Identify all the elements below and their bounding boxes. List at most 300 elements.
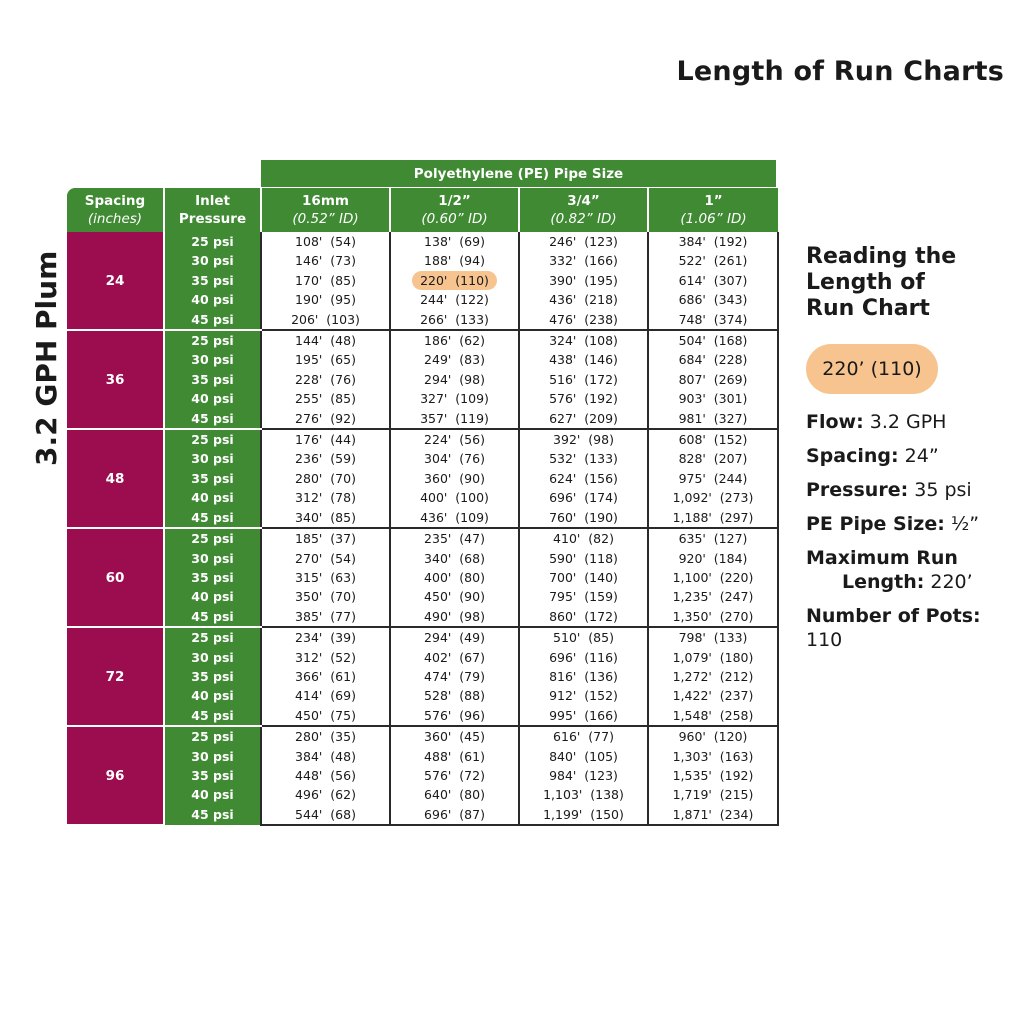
- run-length-cell: [519, 488, 648, 507]
- table-row: [67, 706, 778, 726]
- run-length-value: 436' (218): [549, 292, 618, 308]
- run-length-cell: [519, 449, 648, 468]
- spacing-cell: 72: [67, 627, 164, 726]
- run-length-value: 748' (374): [678, 311, 748, 327]
- run-length-value: 228' (76): [295, 371, 356, 387]
- run-length-value: 528' (88): [424, 688, 485, 704]
- header-row: [67, 188, 778, 232]
- run-length-value: 280' (70): [295, 470, 356, 486]
- run-length-cell: [648, 271, 778, 290]
- run-length-value: 984' (123): [549, 767, 618, 783]
- fact-flow: Flow: 3.2 GPH: [806, 411, 947, 433]
- run-length-cell: [261, 805, 390, 825]
- reading-title-line: Reading the: [806, 244, 957, 269]
- table-row: [67, 251, 778, 270]
- run-length-value: 185' (37): [295, 531, 356, 547]
- run-length-value: 510' (85): [553, 630, 614, 646]
- pressure-cell: 45 psi: [164, 508, 261, 528]
- run-length-value: 488' (61): [424, 748, 485, 764]
- run-length-value: 576' (192): [549, 391, 618, 407]
- pressure-cell: 25 psi: [164, 528, 261, 548]
- run-length-value: 635' (127): [678, 531, 748, 547]
- run-length-cell: [519, 667, 648, 686]
- run-length-cell: [519, 310, 648, 330]
- run-length-cell: [648, 251, 778, 270]
- pressure-cell: 35 psi: [164, 271, 261, 290]
- run-length-cell: [519, 549, 648, 568]
- pressure-cell: 35 psi: [164, 667, 261, 686]
- pressure-cell: 45 psi: [164, 409, 261, 429]
- run-length-cell: [519, 232, 648, 251]
- spacing-cell: 48: [67, 429, 164, 528]
- run-length-cell: [519, 251, 648, 270]
- run-length-value: 840' (105): [549, 748, 618, 764]
- run-length-cell: [648, 449, 778, 468]
- run-length-value: 436' (109): [420, 509, 489, 525]
- run-length-value: 614' (307): [678, 272, 748, 288]
- run-length-value: 170' (85): [295, 272, 356, 288]
- run-length-value: 476' (238): [549, 311, 618, 327]
- run-length-cell: [519, 627, 648, 647]
- highlighted-run-length: 220' (110): [412, 271, 497, 290]
- run-length-value: 366' (61): [295, 668, 356, 684]
- col-header-16mm: 16mm (0.52” ID): [261, 188, 390, 232]
- col-header-spacing: Spacing (inches): [67, 188, 164, 232]
- run-length-value: 410' (82): [553, 531, 614, 547]
- run-length-value: 450' (90): [424, 589, 485, 605]
- run-length-value: 1,719' (215): [672, 787, 754, 803]
- run-length-value: 700' (140): [549, 569, 618, 585]
- pressure-cell: 25 psi: [164, 429, 261, 449]
- pressure-cell: 45 psi: [164, 310, 261, 330]
- run-length-cell: [519, 389, 648, 408]
- run-length-cell: [519, 568, 648, 587]
- run-length-value: 312' (52): [295, 649, 356, 665]
- run-length-cell: [261, 389, 390, 408]
- run-length-value: 795' (159): [549, 589, 618, 605]
- run-length-value: 312' (78): [295, 490, 356, 506]
- run-length-cell: [519, 648, 648, 667]
- col-header-one-inch: 1” (1.06” ID): [648, 188, 778, 232]
- run-length-value: 276' (92): [295, 410, 356, 426]
- run-length-cell: [390, 747, 519, 766]
- run-length-value: 234' (39): [295, 630, 356, 646]
- run-length-value: 995' (166): [549, 707, 618, 723]
- reading-guide: [806, 244, 1018, 662]
- pressure-cell: 35 psi: [164, 370, 261, 389]
- table-row: [67, 429, 778, 449]
- run-length-value: 504' (168): [678, 333, 748, 349]
- run-length-value: 912' (152): [549, 688, 618, 704]
- run-length-value: 490' (98): [424, 608, 485, 624]
- run-length-value: 384' (192): [678, 234, 748, 249]
- run-length-cell: [261, 766, 390, 785]
- run-length-value: 1,422' (237): [672, 688, 754, 704]
- fact-max-run: Maximum Run Length: 220’: [806, 547, 973, 593]
- run-length-cell: [648, 232, 778, 251]
- run-length-value: 438' (146): [549, 352, 618, 368]
- spacing-cell: 96: [67, 726, 164, 825]
- run-length-value: 576' (96): [424, 707, 485, 723]
- run-length-value: 1,100' (220): [672, 569, 754, 585]
- table-row: [67, 508, 778, 528]
- run-length-value: 392' (98): [553, 432, 614, 448]
- run-length-value: 206' (103): [291, 311, 360, 327]
- run-length-cell: [261, 785, 390, 804]
- run-length-value: 760' (190): [549, 509, 618, 525]
- run-length-value: 270' (54): [295, 550, 356, 566]
- run-length-cell: [261, 429, 390, 449]
- run-length-cell: [261, 409, 390, 429]
- run-length-value: 384' (48): [295, 748, 356, 764]
- run-length-value: 684' (228): [678, 352, 748, 368]
- run-length-value: 188' (94): [424, 253, 485, 269]
- run-length-value: 1,871' (234): [672, 806, 754, 822]
- run-length-value: 195' (65): [295, 352, 356, 368]
- run-length-cell: [519, 370, 648, 389]
- run-length-cell: [261, 528, 390, 548]
- run-length-value: 1,548' (258): [672, 707, 754, 723]
- run-length-cell: [519, 469, 648, 488]
- run-length-value: 1,350' (270): [672, 608, 754, 624]
- pressure-cell: 25 psi: [164, 232, 261, 251]
- run-length-cell: [648, 568, 778, 587]
- run-length-cell: [390, 429, 519, 449]
- table-row: [67, 310, 778, 330]
- table-row: [67, 785, 778, 804]
- table-row: [67, 271, 778, 290]
- run-length-value: 244' (122): [420, 292, 489, 308]
- example-highlight: 220’ (110): [806, 344, 938, 394]
- run-length-cell: [519, 766, 648, 785]
- run-length-value: 255' (85): [295, 391, 356, 407]
- fact-pressure: Pressure: 35 psi: [806, 479, 972, 501]
- run-table: [67, 188, 779, 826]
- table-row: [67, 330, 778, 350]
- run-length-value: 390' (195): [549, 272, 618, 288]
- pressure-cell: 30 psi: [164, 747, 261, 766]
- run-length-value: 414' (69): [295, 688, 356, 704]
- run-length-cell: [648, 587, 778, 606]
- pressure-cell: 25 psi: [164, 330, 261, 350]
- run-length-value: 920' (184): [678, 550, 748, 566]
- table-row: [67, 766, 778, 785]
- table-row: [67, 469, 778, 488]
- run-length-value: 236' (59): [295, 451, 356, 467]
- run-length-value: 249' (83): [424, 352, 485, 368]
- pressure-cell: 45 psi: [164, 805, 261, 825]
- run-length-value: 860' (172): [549, 608, 618, 624]
- run-length-cell: [390, 271, 519, 290]
- col-header-three-quarter-inch: 3/4” (0.82” ID): [519, 188, 648, 232]
- run-length-cell: [648, 549, 778, 568]
- run-length-cell: [261, 449, 390, 468]
- run-length-value: 360' (45): [424, 729, 485, 745]
- run-table-body: [67, 232, 778, 825]
- run-length-value: 186' (62): [424, 333, 485, 349]
- run-length-cell: [648, 370, 778, 389]
- run-length-value: 696' (87): [424, 806, 485, 822]
- fact-number-of-pots: Number of Pots: 110: [806, 605, 981, 651]
- run-length-value: 138' (69): [424, 234, 485, 249]
- run-length-cell: [648, 805, 778, 825]
- run-length-cell: [390, 528, 519, 548]
- run-length-cell: [390, 706, 519, 726]
- reading-title-line: Run Chart: [806, 296, 930, 321]
- run-length-value: 324' (108): [549, 333, 618, 349]
- pressure-cell: 30 psi: [164, 648, 261, 667]
- run-length-cell: [261, 271, 390, 290]
- run-length-cell: [261, 667, 390, 686]
- run-length-value: 816' (136): [549, 668, 618, 684]
- run-length-cell: [261, 310, 390, 330]
- run-length-value: 400' (80): [424, 569, 485, 585]
- run-length-value: 450' (75): [295, 707, 356, 723]
- run-length-cell: [390, 232, 519, 251]
- run-length-value: 1,079' (180): [672, 649, 754, 665]
- page-title: Length of Run Charts: [676, 56, 1004, 87]
- run-length-cell: [261, 370, 390, 389]
- run-length-value: 807' (269): [678, 371, 748, 387]
- run-length-cell: [648, 488, 778, 507]
- run-length-cell: [519, 350, 648, 369]
- run-length-cell: [261, 747, 390, 766]
- table-row: [67, 587, 778, 606]
- run-length-value: 400' (100): [420, 490, 489, 506]
- table-row: [67, 549, 778, 568]
- pressure-cell: 40 psi: [164, 785, 261, 804]
- run-length-value: 1,188' (297): [672, 509, 754, 525]
- table-row: [67, 409, 778, 429]
- reading-title-line: Length of: [806, 270, 925, 295]
- run-length-value: 1,092' (273): [672, 490, 754, 506]
- pressure-cell: 30 psi: [164, 350, 261, 369]
- table-row: [67, 627, 778, 647]
- run-length-cell: [390, 449, 519, 468]
- run-length-value: 522' (261): [678, 253, 748, 269]
- run-length-cell: [519, 747, 648, 766]
- pressure-cell: 40 psi: [164, 587, 261, 606]
- col-header-half-inch: 1/2” (0.60” ID): [390, 188, 519, 232]
- run-length-value: 357' (119): [420, 410, 489, 426]
- run-length-cell: [519, 706, 648, 726]
- run-length-cell: [261, 568, 390, 587]
- run-length-value: 903' (301): [678, 391, 748, 407]
- run-length-cell: [390, 627, 519, 647]
- run-length-value: 266' (133): [420, 311, 489, 327]
- run-length-value: 960' (120): [678, 729, 748, 745]
- run-length-cell: [261, 706, 390, 726]
- run-length-value: 975' (244): [678, 470, 748, 486]
- fact-pipe-size: PE Pipe Size: ½”: [806, 513, 980, 535]
- table-row: [67, 290, 778, 309]
- run-length-value: 696' (174): [549, 490, 618, 506]
- fact-spacing: Spacing: 24”: [806, 445, 939, 467]
- run-length-value: 1,103' (138): [543, 787, 624, 803]
- table-row: [67, 747, 778, 766]
- run-length-cell: [519, 785, 648, 804]
- run-length-cell: [519, 429, 648, 449]
- run-length-cell: [390, 488, 519, 507]
- run-length-cell: [390, 648, 519, 667]
- pressure-cell: 40 psi: [164, 488, 261, 507]
- run-length-cell: [648, 389, 778, 408]
- table-row: [67, 488, 778, 507]
- run-length-cell: [519, 726, 648, 746]
- run-length-cell: [261, 587, 390, 606]
- run-length-cell: [648, 469, 778, 488]
- run-length-cell: [519, 330, 648, 350]
- run-length-value: 448' (56): [295, 767, 356, 783]
- table-row: [67, 667, 778, 686]
- run-length-value: 516' (172): [549, 371, 618, 387]
- run-length-cell: [390, 805, 519, 825]
- run-length-cell: [261, 549, 390, 568]
- run-length-cell: [390, 469, 519, 488]
- run-length-cell: [261, 627, 390, 647]
- run-length-cell: [261, 232, 390, 251]
- pressure-cell: 35 psi: [164, 766, 261, 785]
- table-row: [67, 528, 778, 548]
- reading-guide-title: [806, 244, 1018, 322]
- run-length-cell: [261, 648, 390, 667]
- table-row: [67, 686, 778, 705]
- spacing-cell: 24: [67, 232, 164, 330]
- run-length-value: 828' (207): [678, 451, 748, 467]
- run-length-cell: [648, 528, 778, 548]
- run-length-cell: [390, 310, 519, 330]
- run-length-cell: [261, 508, 390, 528]
- pressure-cell: 30 psi: [164, 549, 261, 568]
- run-length-cell: [648, 785, 778, 804]
- run-length-cell: [390, 549, 519, 568]
- run-length-cell: [261, 726, 390, 746]
- run-length-cell: [648, 766, 778, 785]
- run-length-value: 1,272' (212): [672, 668, 754, 684]
- pressure-cell: 30 psi: [164, 449, 261, 468]
- run-length-cell: [390, 667, 519, 686]
- run-length-cell: [519, 409, 648, 429]
- run-length-value: 544' (68): [295, 806, 356, 822]
- product-title: 3.2 GPH Plum: [30, 250, 63, 466]
- run-length-value: 627' (209): [549, 410, 618, 426]
- pressure-cell: 35 psi: [164, 568, 261, 587]
- run-length-cell: [261, 330, 390, 350]
- run-length-cell: [648, 508, 778, 528]
- run-length-cell: [261, 350, 390, 369]
- run-length-value: 235' (47): [424, 531, 485, 547]
- run-length-cell: [519, 528, 648, 548]
- run-length-cell: [648, 409, 778, 429]
- run-length-value: 385' (77): [295, 608, 356, 624]
- col-header-inlet-pressure: Inlet Pressure: [164, 188, 261, 232]
- run-length-value: 1,199' (150): [543, 806, 624, 822]
- table-row: [67, 805, 778, 825]
- pressure-cell: 45 psi: [164, 706, 261, 726]
- run-length-value: 304' (76): [424, 451, 485, 467]
- run-length-value: 474' (79): [424, 668, 485, 684]
- pressure-cell: 30 psi: [164, 251, 261, 270]
- run-length-cell: [648, 627, 778, 647]
- run-length-value: 696' (116): [549, 649, 618, 665]
- run-length-value: 332' (166): [549, 253, 618, 269]
- run-length-cell: [648, 350, 778, 369]
- run-length-value: 402' (67): [424, 649, 485, 665]
- table-row: [67, 726, 778, 746]
- run-length-cell: [519, 290, 648, 309]
- run-length-value: 294' (98): [424, 371, 485, 387]
- run-length-cell: [390, 389, 519, 408]
- run-length-value: 340' (85): [295, 509, 356, 525]
- table-row: [67, 370, 778, 389]
- run-length-cell: [648, 706, 778, 726]
- run-length-value: 315' (63): [295, 569, 356, 585]
- run-length-cell: [390, 785, 519, 804]
- pressure-cell: 40 psi: [164, 389, 261, 408]
- run-length-cell: [390, 350, 519, 369]
- run-length-value: 590' (118): [549, 550, 618, 566]
- run-length-cell: [390, 508, 519, 528]
- pressure-cell: 40 psi: [164, 686, 261, 705]
- run-length-value: 280' (35): [295, 729, 356, 745]
- run-length-value: 981' (327): [678, 410, 748, 426]
- run-length-cell: [648, 330, 778, 350]
- run-length-value: 327' (109): [420, 391, 489, 407]
- run-length-cell: [390, 607, 519, 627]
- run-length-value: 616' (77): [553, 729, 614, 745]
- run-length-value: 146' (73): [295, 253, 356, 269]
- run-length-value: 108' (54): [295, 234, 356, 249]
- run-length-cell: [648, 310, 778, 330]
- run-length-cell: [648, 726, 778, 746]
- run-length-value: 576' (72): [424, 767, 485, 783]
- run-length-cell: [648, 607, 778, 627]
- run-length-cell: [519, 686, 648, 705]
- run-length-value: 246' (123): [549, 234, 618, 249]
- run-length-value: 360' (90): [424, 470, 485, 486]
- run-length-value: 340' (68): [424, 550, 485, 566]
- table-row: [67, 449, 778, 468]
- run-length-value: 640' (80): [424, 787, 485, 803]
- pressure-cell: 35 psi: [164, 469, 261, 488]
- pressure-cell: 25 psi: [164, 726, 261, 746]
- pressure-cell: 25 psi: [164, 627, 261, 647]
- run-length-value: 144' (48): [295, 333, 356, 349]
- run-length-value: 686' (343): [678, 292, 748, 308]
- run-length-cell: [390, 290, 519, 309]
- run-length-cell: [519, 508, 648, 528]
- run-length-cell: [390, 726, 519, 746]
- run-length-value: 294' (49): [424, 630, 485, 646]
- run-length-cell: [648, 429, 778, 449]
- spacing-cell: 36: [67, 330, 164, 429]
- run-length-cell: [261, 488, 390, 507]
- run-length-value: 1,535' (192): [672, 767, 754, 783]
- run-length-value: 1,235' (247): [672, 589, 754, 605]
- run-length-value: 350' (70): [295, 589, 356, 605]
- table-row: [67, 568, 778, 587]
- run-length-cell: [648, 290, 778, 309]
- reading-facts: [806, 410, 1018, 652]
- run-length-cell: [648, 686, 778, 705]
- run-length-value: 190' (95): [295, 292, 356, 308]
- run-length-value: 798' (133): [678, 630, 748, 646]
- table-row: [67, 607, 778, 627]
- run-length-cell: [390, 330, 519, 350]
- run-length-cell: [261, 469, 390, 488]
- run-length-cell: [519, 607, 648, 627]
- run-length-value: 1,303' (163): [672, 748, 754, 764]
